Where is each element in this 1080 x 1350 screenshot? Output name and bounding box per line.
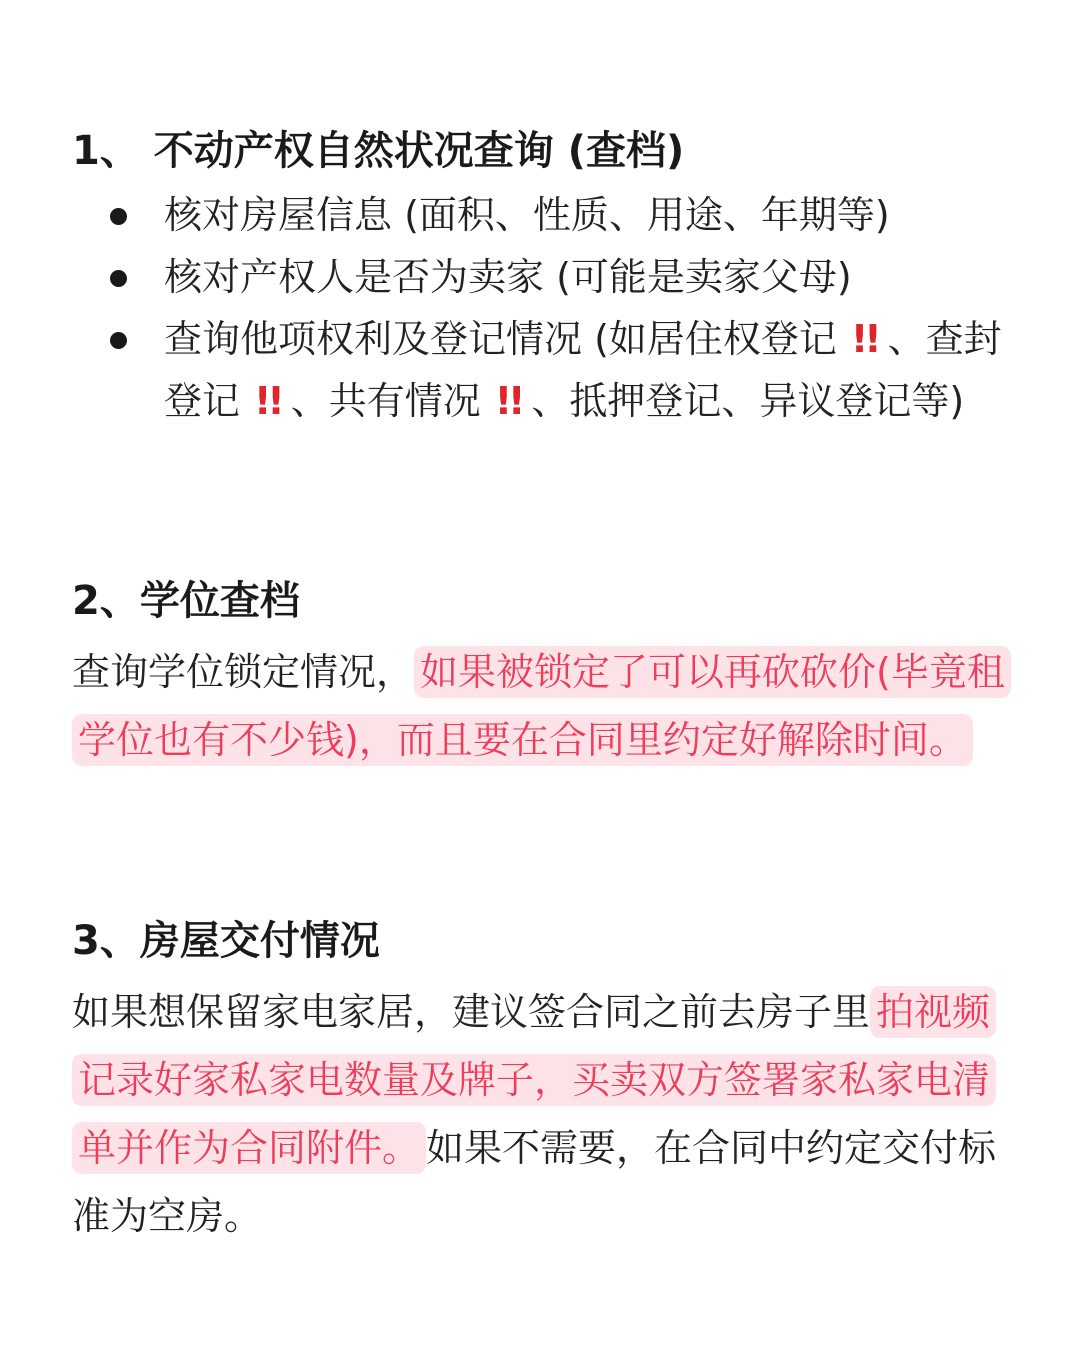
bullet-text: 核对产权人是否为卖家 (可能是卖家父母) bbox=[164, 255, 852, 299]
bullet-text-part: 、抵押登记、异议登记等) bbox=[531, 379, 965, 423]
section-1-bullet-list bbox=[72, 184, 1012, 432]
section-3-heading: 3、房屋交付情况 bbox=[72, 918, 380, 964]
highlighted-text: 拍视频记录好家私家电数量及牌子，买卖双方签署家私家电清单并作为合同附件。 bbox=[72, 986, 996, 1174]
plain-text: 如果想保留家电家居，建议签合同之前去房子里 bbox=[72, 990, 871, 1034]
section-2-heading: 2、学位查档 bbox=[72, 578, 300, 624]
plain-text: 查询学位锁定情况， bbox=[72, 650, 415, 694]
bullet-dot-icon bbox=[110, 332, 127, 349]
bullet-item-other-rights bbox=[72, 308, 1012, 432]
section-3-paragraph bbox=[72, 978, 1012, 1250]
bullet-text: 核对房屋信息 (面积、性质、用途、年期等) bbox=[164, 193, 890, 237]
section-property-check bbox=[72, 122, 1012, 432]
bullet-item-house-info bbox=[72, 184, 1012, 246]
bullet-item-owner-check bbox=[72, 246, 1012, 308]
bullet-text-part: 查询他项权利及登记情况 (如居住权登记 bbox=[164, 317, 837, 361]
bullet-dot-icon bbox=[110, 208, 127, 225]
section-school-place bbox=[72, 572, 1012, 774]
section-2-paragraph bbox=[72, 638, 1012, 774]
plain-text: 如果不需要，在合同中约定交付标准为空房。 bbox=[72, 1126, 997, 1238]
bullet-text-part: 、查封登记 bbox=[164, 317, 1002, 423]
section-handover bbox=[72, 912, 1012, 1250]
bullet-text-part: 、共有情况 bbox=[290, 379, 481, 423]
double-exclamation-icon: !! bbox=[494, 379, 522, 423]
double-exclamation-icon: !! bbox=[254, 379, 281, 423]
bullet-dot-icon bbox=[110, 270, 127, 287]
section-1-heading: 1、 不动产权自然状况查询 (查档) bbox=[72, 128, 685, 174]
highlighted-text: 如果被锁定了可以再砍砍价(毕竟租学位也有不少钱)，而且要在合同里约定好解除时间。 bbox=[72, 646, 1011, 766]
double-exclamation-icon: !! bbox=[850, 317, 878, 361]
